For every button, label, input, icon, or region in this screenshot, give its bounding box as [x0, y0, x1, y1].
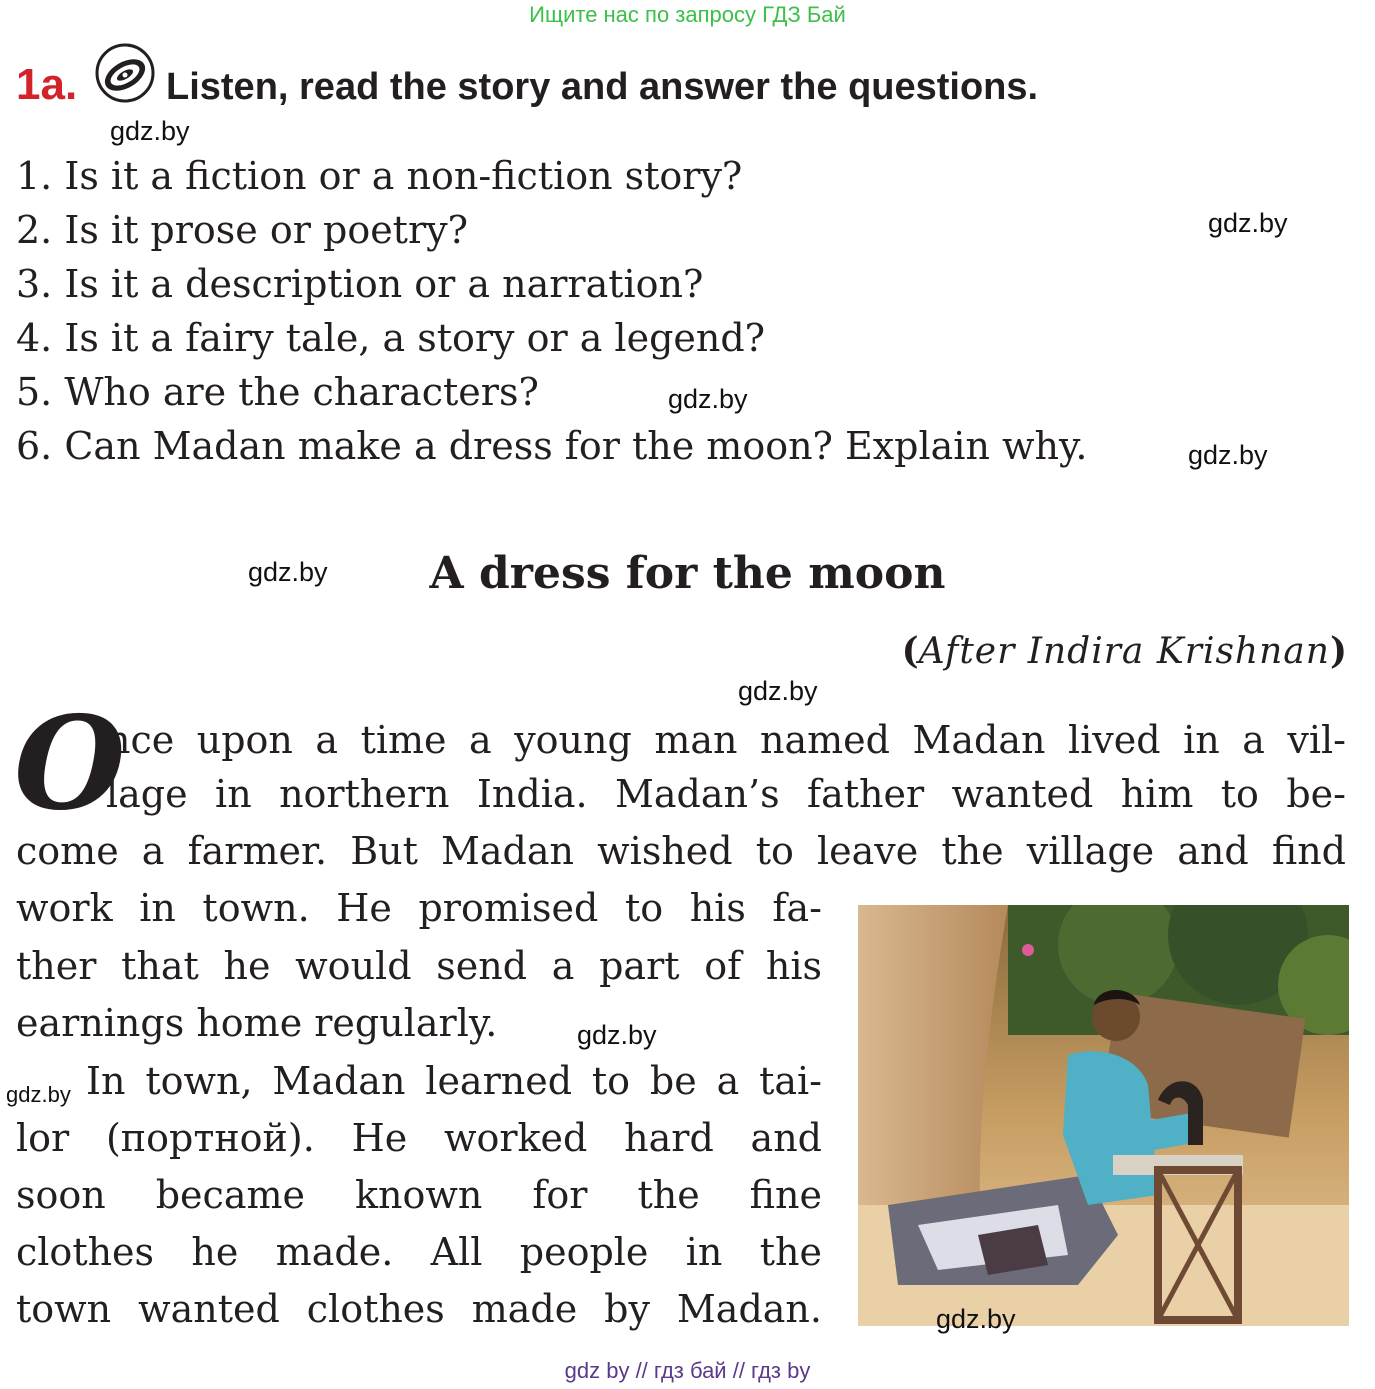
- question-1: 1. Is it a fiction or a non-fiction story?: [16, 154, 743, 198]
- story-line: come a farmer. But Madan wished to leave the village and find: [16, 829, 1346, 873]
- question-3: 3. Is it a description or a narration?: [16, 262, 704, 306]
- watermark: gdz.by: [1208, 208, 1288, 238]
- exercise-number: 1a.: [16, 60, 78, 109]
- story-line: nce upon a time a young man named Madan lived in a vil-: [106, 718, 1346, 762]
- question-5: 5. Who are the characters?: [16, 370, 539, 414]
- story-line: In town, Madan learned to be a tai-: [86, 1059, 822, 1103]
- watermark: gdz.by: [110, 116, 190, 146]
- story-line: ther that he would send a part of his: [16, 944, 822, 988]
- story-line: town wanted clothes made by Madan.: [16, 1287, 822, 1331]
- cd-audio-icon: [94, 42, 156, 104]
- watermark: gdz.by: [936, 1304, 1016, 1334]
- attribution-author: After Indira Krishnan: [918, 631, 1330, 672]
- watermark: gdz.by: [738, 676, 818, 706]
- story-line: lor (портной). He worked hard and: [16, 1116, 822, 1160]
- question-2: 2. Is it prose or poetry?: [16, 208, 468, 252]
- tailor-photo: [858, 905, 1349, 1326]
- exercise-instruction: Listen, read the story and answer the questions.: [166, 66, 1039, 108]
- question-4: 4. Is it a fairy tale, a story or a legend?: [16, 316, 766, 360]
- watermark: gdz.by: [1188, 440, 1268, 470]
- question-6: 6. Can Madan make a dress for the moon? Explain why.: [16, 424, 1088, 468]
- story-line: work in town. He promised to his fa-: [16, 886, 822, 930]
- attribution-close-paren: ): [1329, 630, 1347, 672]
- watermark: gdz.by: [248, 557, 328, 587]
- drop-cap: O: [14, 689, 126, 839]
- story-attribution: [902, 630, 1347, 672]
- watermark: gdz.by: [6, 1082, 71, 1107]
- attribution-open-paren: (: [901, 630, 919, 672]
- watermark: gdz.by: [668, 384, 748, 414]
- story-line: earnings home regularly.: [16, 1001, 498, 1045]
- story-line: lage in northern India. Madan’s father wanted him to be-: [106, 772, 1346, 816]
- watermark: gdz.by: [577, 1020, 657, 1050]
- story-title: A dress for the moon: [429, 548, 946, 599]
- story-line: soon became known for the fine: [16, 1173, 822, 1217]
- top-banner: Ищите нас по запросу ГДЗ Бай: [529, 2, 846, 27]
- story-line: clothes he made. All people in the: [16, 1230, 822, 1274]
- bottom-links: gdz by // гдз бай // гдз by: [564, 1358, 811, 1383]
